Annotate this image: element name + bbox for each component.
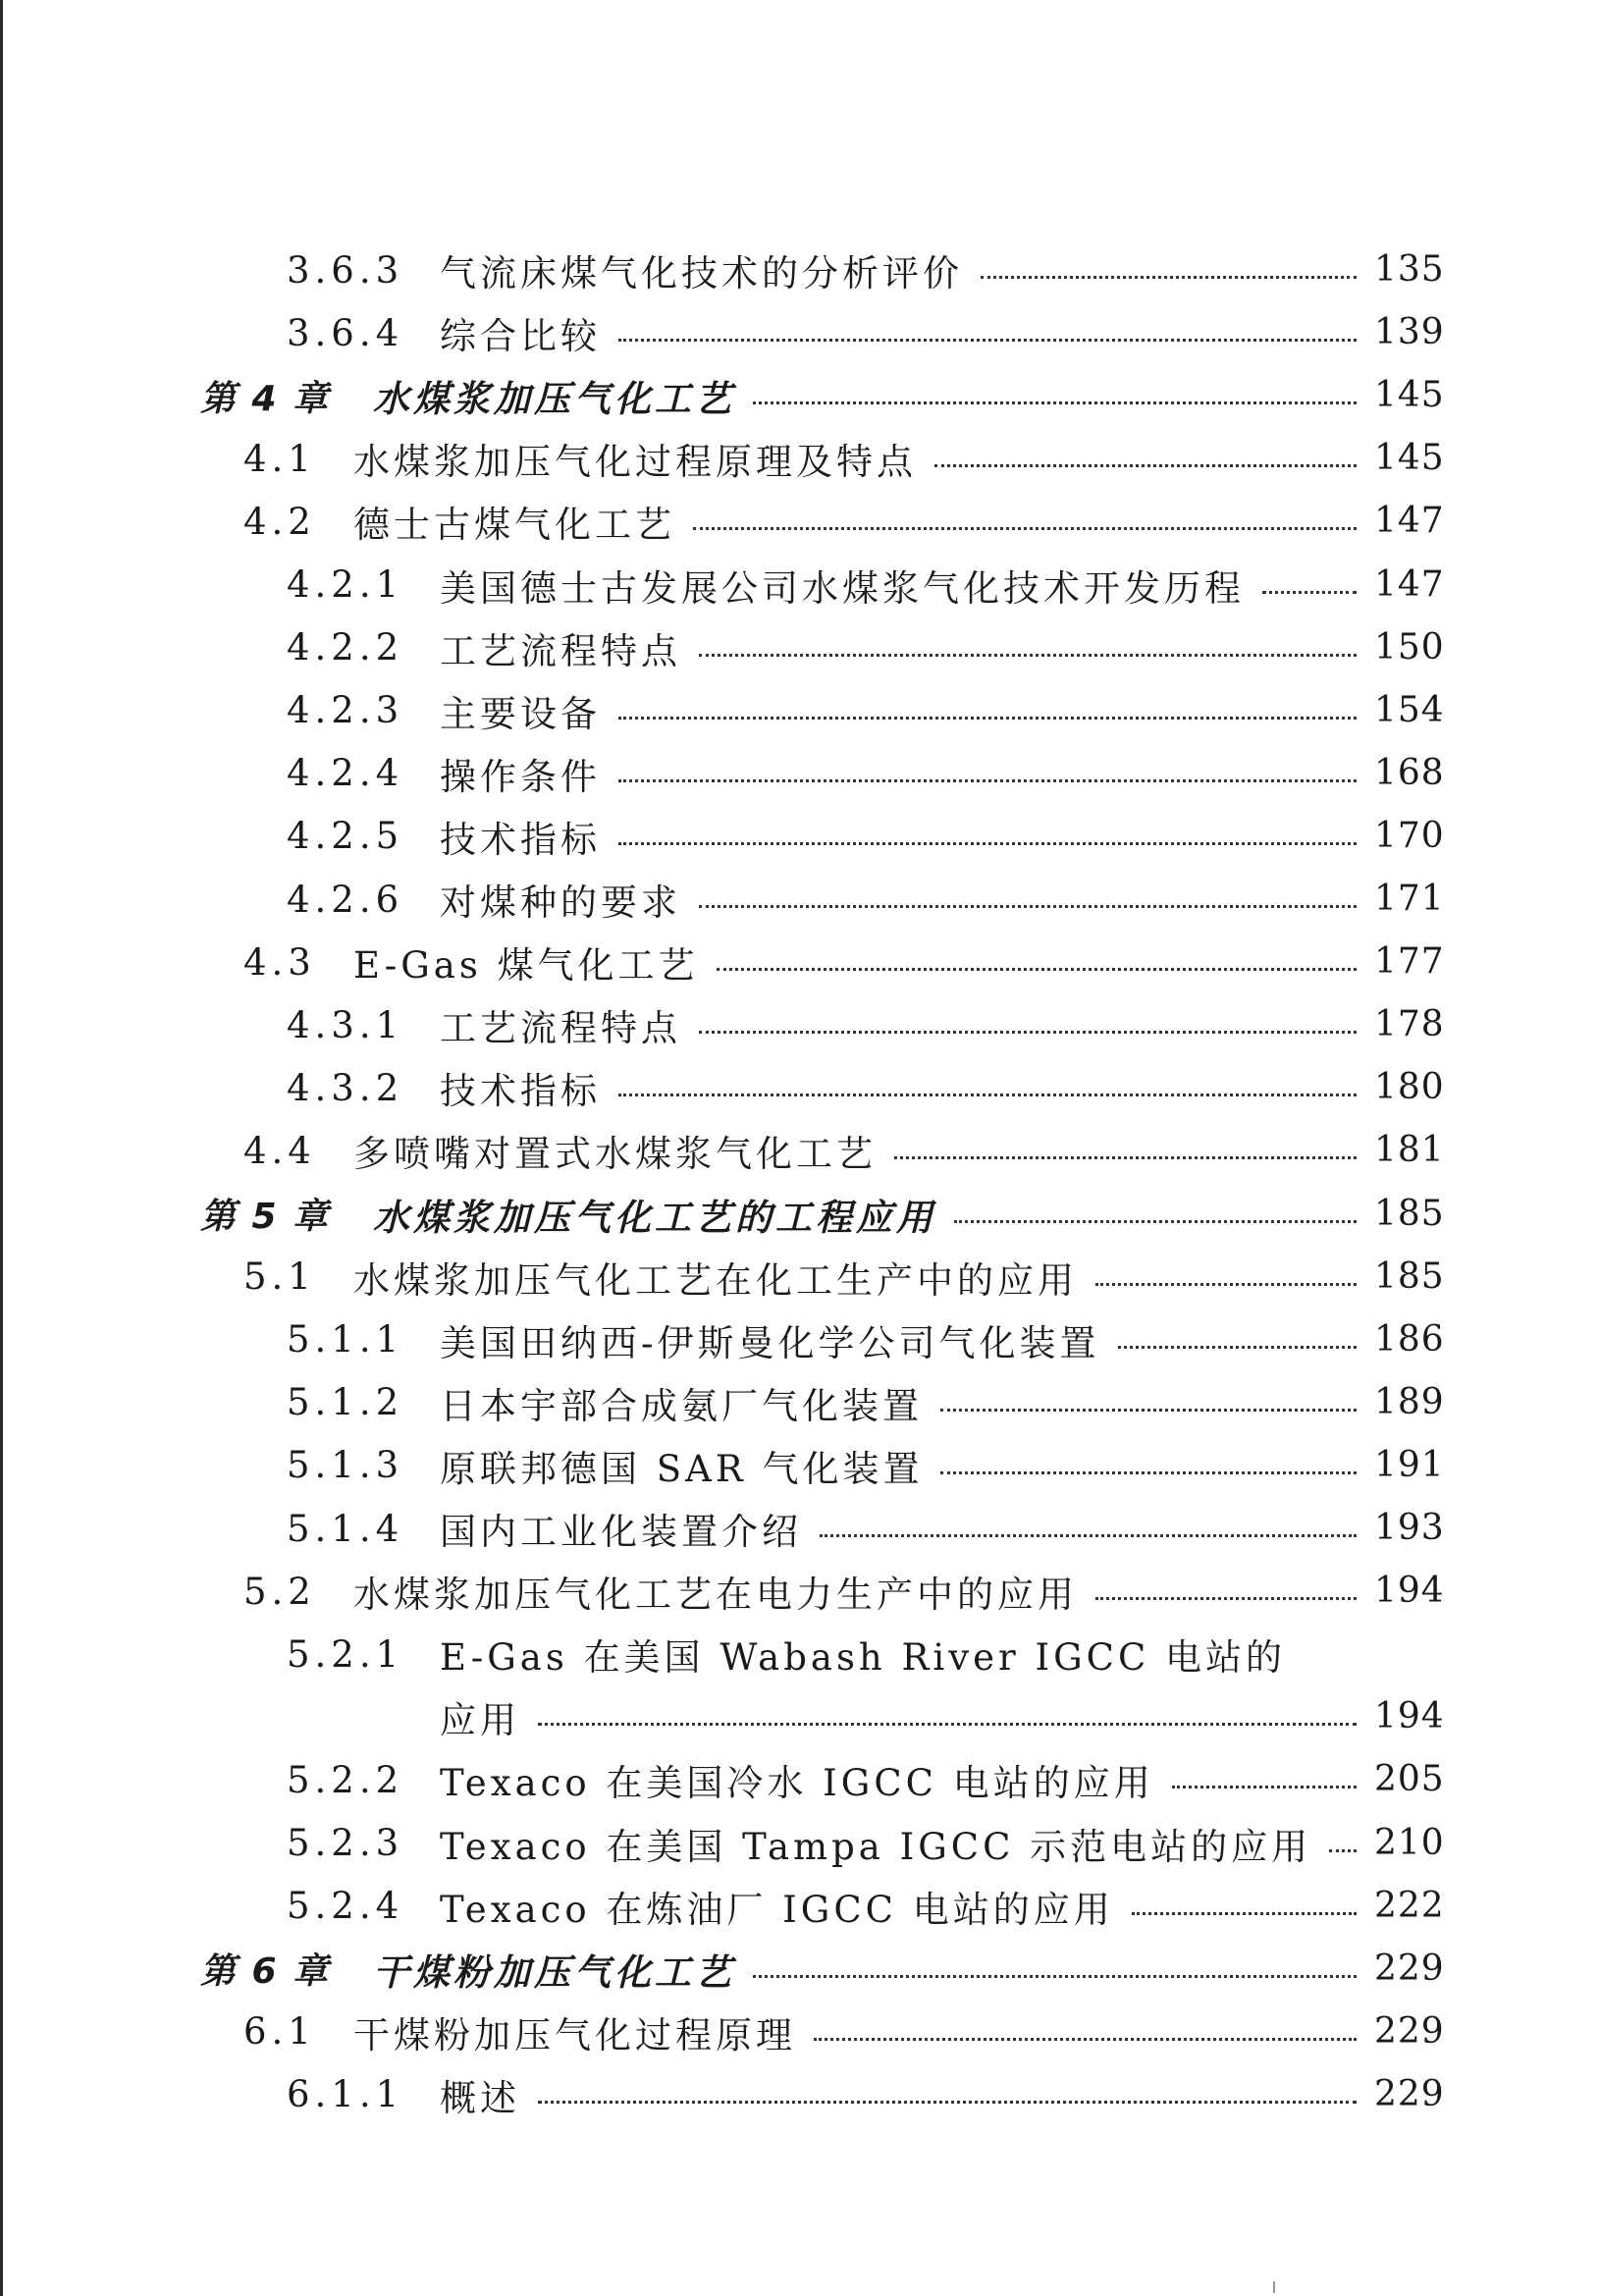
toc-page-number: 171 — [1374, 879, 1445, 919]
toc-entry-subsection — [0, 868, 1599, 931]
toc-entry-title: E-Gas 煤气化工艺 — [353, 944, 699, 988]
toc-entry-section — [0, 1119, 1599, 1182]
toc-entry-text — [243, 931, 699, 993]
toc-entry-title: 美国德士古发展公司水煤浆气化技术开发历程 — [440, 566, 1245, 610]
toc-page-number: 154 — [1374, 689, 1445, 730]
toc-entry-text — [287, 554, 1245, 616]
toc-leader-dots — [940, 1471, 1357, 1474]
toc-entry-number: 5.1.3 — [287, 1444, 404, 1487]
toc-page-number: 150 — [1374, 626, 1445, 667]
toc-entry-number: 4.2.1 — [287, 563, 404, 606]
toc-entry-title: 美国田纳西-伊斯曼化学公司气化装置 — [440, 1321, 1100, 1364]
toc-entry-number: 第 5 章 — [200, 1197, 331, 1237]
toc-entry-subsection — [0, 805, 1599, 868]
toc-page-number: 147 — [1374, 563, 1445, 605]
toc-entry-subsection — [0, 1434, 1599, 1497]
toc-leader-dots — [717, 968, 1357, 971]
toc-page-number: 191 — [1374, 1444, 1445, 1485]
toc-page-number: 170 — [1374, 815, 1445, 856]
toc-entry-subsection — [0, 239, 1599, 301]
toc-entry-number: 4.3.2 — [287, 1066, 404, 1109]
toc-page-number: 194 — [1374, 1571, 1445, 1612]
toc-entry-text — [287, 1875, 1114, 1938]
toc-entry-number: 5.1.4 — [287, 1507, 404, 1550]
toc-entry-number: 5.2.2 — [287, 1758, 404, 1801]
toc-entry-subsection — [0, 301, 1599, 364]
toc-entry-title: 水煤浆加压气化工艺的工程应用 — [373, 1196, 936, 1239]
toc-page-number: 145 — [1374, 438, 1445, 479]
toc-entry-title: 水煤浆加压气化工艺在化工生产中的应用 — [353, 1258, 1078, 1302]
toc-entry-text — [287, 616, 681, 679]
toc-entry-text — [200, 1183, 936, 1246]
toc-entry-text — [243, 490, 675, 553]
toc-entry-number: 3.6.3 — [287, 248, 404, 292]
toc-entry-subsection — [0, 679, 1599, 742]
toc-entry-number: 4.4 — [243, 1129, 316, 1172]
toc-page-number: 222 — [1374, 1885, 1445, 1926]
toc-entry-subsection — [0, 1748, 1599, 1811]
toc-entry-title: 气流床煤气化技术的分析评价 — [440, 252, 963, 294]
toc-entry-number: 3.6.4 — [287, 311, 404, 354]
toc-entry-subsection — [0, 742, 1599, 805]
toc-entry-text — [287, 1056, 601, 1119]
toc-entry-text — [200, 1938, 735, 2001]
toc-entry-subsection — [0, 1308, 1599, 1371]
toc-entry-title: 概述 — [440, 2076, 520, 2119]
toc-leader-dots — [538, 1723, 1357, 1726]
toc-entry-number: 5.1.1 — [287, 1318, 404, 1362]
toc-entry-number: 4.2.3 — [287, 689, 404, 732]
toc-entry-section — [0, 1560, 1599, 1623]
toc-entry-number: 4.2.5 — [287, 815, 404, 858]
toc-leader-dots — [814, 2038, 1357, 2041]
toc-entry-text — [243, 427, 917, 490]
toc-entry-text — [287, 1371, 923, 1434]
toc-page-number: 177 — [1374, 941, 1445, 983]
toc-entry-text — [287, 993, 681, 1056]
toc-leader-dots — [753, 1975, 1357, 1978]
toc-entry-title: 水煤浆加压气化工艺 — [373, 378, 735, 421]
toc-entry-chapter — [0, 1938, 1599, 2001]
toc-leader-dots — [1172, 1786, 1357, 1789]
toc-page-number: 180 — [1374, 1067, 1445, 1108]
toc-leader-dots — [618, 717, 1357, 720]
toc-entry-number: 5.1.2 — [287, 1381, 404, 1424]
toc-leader-dots — [1118, 1346, 1357, 1349]
toc-entry-title: 水煤浆加压气化过程原理及特点 — [353, 441, 917, 484]
toc-entry-title: 应用 — [440, 1699, 520, 1742]
toc-entry-text — [243, 1119, 877, 1182]
toc-entry-number: 4.2.4 — [287, 752, 404, 795]
toc-page-number: 185 — [1374, 1255, 1445, 1297]
toc-leader-dots — [1095, 1597, 1357, 1600]
toc-entry-title: Texaco 在美国 Tampa IGCC 示范电站的应用 — [440, 1825, 1312, 1868]
toc-entry-text — [287, 1623, 1286, 1685]
toc-entry-section — [0, 1246, 1599, 1308]
toc-page-number: 139 — [1374, 312, 1445, 353]
toc-leader-dots — [538, 2101, 1357, 2104]
toc-entry-title: 技术指标 — [440, 818, 601, 861]
toc-entry-text — [243, 2001, 796, 2063]
toc-entry-number: 5.2.4 — [287, 1885, 404, 1928]
toc-page-number: 193 — [1374, 1508, 1445, 1548]
toc-entry-text — [287, 1812, 1311, 1875]
toc-page-number: 135 — [1374, 249, 1445, 290]
toc-entry-number: 5.1 — [243, 1255, 316, 1299]
toc-entry-title: 工艺流程特点 — [440, 1007, 681, 1050]
toc-entry-text — [287, 1497, 802, 1560]
toc-entry-text — [287, 742, 601, 805]
toc-leader-dots — [618, 842, 1357, 845]
toc-page-number: 229 — [1374, 1948, 1445, 1989]
toc-entry-text — [287, 1434, 923, 1497]
toc-entry-text — [287, 1308, 1100, 1371]
toc-leader-dots — [934, 464, 1357, 467]
toc-entry-subsection-continued — [0, 1685, 1599, 1748]
toc-leader-dots — [1095, 1283, 1357, 1286]
toc-entry-title: Texaco 在美国冷水 IGCC 电站的应用 — [440, 1762, 1154, 1805]
toc-leader-dots — [894, 1156, 1357, 1159]
toc-entry-title: 国内工业化装置介绍 — [440, 1511, 802, 1553]
toc-entry-text — [440, 1685, 520, 1748]
toc-entry-subsection — [0, 616, 1599, 679]
toc-leader-dots — [699, 905, 1357, 908]
toc-leader-dots — [940, 1409, 1357, 1412]
toc-leader-dots — [618, 1094, 1357, 1096]
toc-entry-number: 6.1.1 — [287, 2073, 404, 2116]
toc-entry-number: 4.2.6 — [287, 878, 404, 921]
toc-entry-title: 对煤种的要求 — [440, 881, 681, 924]
toc-entry-text — [287, 301, 601, 364]
toc-page-number: 229 — [1374, 2010, 1445, 2052]
toc-leader-dots — [954, 1220, 1357, 1223]
toc-entry-text — [287, 868, 681, 931]
toc-leader-dots — [1329, 1849, 1357, 1852]
toc-entry-section — [0, 931, 1599, 993]
toc-entry-text — [287, 679, 601, 742]
toc-page-number: 205 — [1374, 1759, 1445, 1800]
toc-page-number: 168 — [1374, 752, 1445, 793]
toc-entry-text — [287, 2063, 520, 2126]
toc-entry-chapter — [0, 364, 1599, 427]
toc-entry-number: 5.2 — [243, 1570, 316, 1613]
toc-entry-text — [243, 1246, 1078, 1308]
toc-entry-number: 6.1 — [243, 2010, 316, 2054]
toc-entry-section — [0, 2001, 1599, 2063]
toc-entry-text — [287, 239, 963, 301]
toc-leader-dots — [699, 654, 1357, 657]
toc-leader-dots — [618, 339, 1357, 342]
toc-entry-title: 操作条件 — [440, 755, 601, 798]
toc-entry-number: 5.2.1 — [287, 1632, 404, 1676]
toc-entry-number: 5.2.3 — [287, 1822, 404, 1864]
toc-page-number: 189 — [1374, 1381, 1445, 1422]
toc-leader-dots — [693, 527, 1357, 530]
toc-entry-subsection — [0, 554, 1599, 616]
toc-page-number: 178 — [1374, 1004, 1445, 1045]
toc-page-number: 147 — [1374, 501, 1445, 542]
toc-entry-title: Texaco 在炼油厂 IGCC 电站的应用 — [440, 1888, 1114, 1931]
toc-entry-number: 4.2.2 — [287, 626, 404, 669]
toc-entry-text — [287, 805, 601, 868]
toc-entry-number: 4.2 — [243, 500, 316, 543]
toc-leader-dots — [1132, 1912, 1357, 1915]
toc-entry-subsection — [0, 993, 1599, 1056]
toc-entry-subsection — [0, 1875, 1599, 1938]
toc-page-number: 194 — [1374, 1696, 1445, 1737]
toc-entry-title: 日本宇部合成氨厂气化装置 — [440, 1384, 923, 1427]
toc-leader-dots — [820, 1534, 1357, 1537]
toc-entry-number: 4.3.1 — [287, 1003, 404, 1046]
toc-entry-number: 第 6 章 — [200, 1951, 331, 1993]
toc-entry-chapter — [0, 1183, 1599, 1246]
toc-leader-dots — [753, 401, 1357, 404]
scan-speck — [1273, 2281, 1275, 2293]
toc-entry-text — [243, 1560, 1078, 1623]
toc-entry-subsection — [0, 1056, 1599, 1119]
toc-entry-title: 水煤浆加压气化工艺在电力生产中的应用 — [353, 1574, 1078, 1617]
toc-entry-title: 原联邦德国 SAR 气化装置 — [440, 1447, 924, 1490]
toc-entry-title: 技术指标 — [440, 1070, 601, 1113]
toc-entry-subsection — [0, 2063, 1599, 2126]
toc-page-number: 229 — [1374, 2073, 1445, 2114]
toc-entry-text — [200, 364, 735, 427]
toc-entry-title: 综合比较 — [440, 315, 601, 358]
toc-entry-title: 多喷嘴对置式水煤浆气化工艺 — [353, 1133, 877, 1176]
toc-entry-title: E-Gas 在美国 Wabash River IGCC 电站的 — [440, 1636, 1287, 1680]
toc-leader-dots — [699, 1031, 1357, 1034]
toc-page-number: 185 — [1374, 1193, 1445, 1234]
toc-entry-section — [0, 490, 1599, 553]
toc-entry-number: 4.1 — [243, 437, 316, 480]
toc-leader-dots — [981, 276, 1357, 279]
toc-page-number: 186 — [1374, 1318, 1445, 1360]
toc-entry-title: 德士古煤气化工艺 — [353, 504, 675, 547]
toc-entry-title: 工艺流程特点 — [440, 629, 681, 672]
toc-leader-dots — [1262, 591, 1357, 594]
toc-entry-section — [0, 427, 1599, 490]
toc-entry-number: 第 4 章 — [200, 378, 331, 419]
toc-page-number: 145 — [1374, 375, 1445, 416]
toc-entry-title: 干煤粉加压气化过程原理 — [353, 2013, 796, 2056]
toc-page-number: 181 — [1374, 1130, 1445, 1171]
toc-leader-dots — [618, 779, 1357, 782]
toc-entry-number: 4.3 — [243, 940, 316, 984]
toc-entry-title: 干煤粉加压气化工艺 — [373, 1950, 735, 1994]
toc-entry-text — [287, 1748, 1154, 1811]
toc-entry-subsection — [0, 1497, 1599, 1560]
toc-entry-subsection — [0, 1371, 1599, 1434]
toc-entry-title: 主要设备 — [440, 692, 601, 735]
toc-entry-subsection — [0, 1623, 1599, 1685]
toc-page-number: 210 — [1374, 1822, 1445, 1863]
toc-entry-subsection — [0, 1812, 1599, 1875]
